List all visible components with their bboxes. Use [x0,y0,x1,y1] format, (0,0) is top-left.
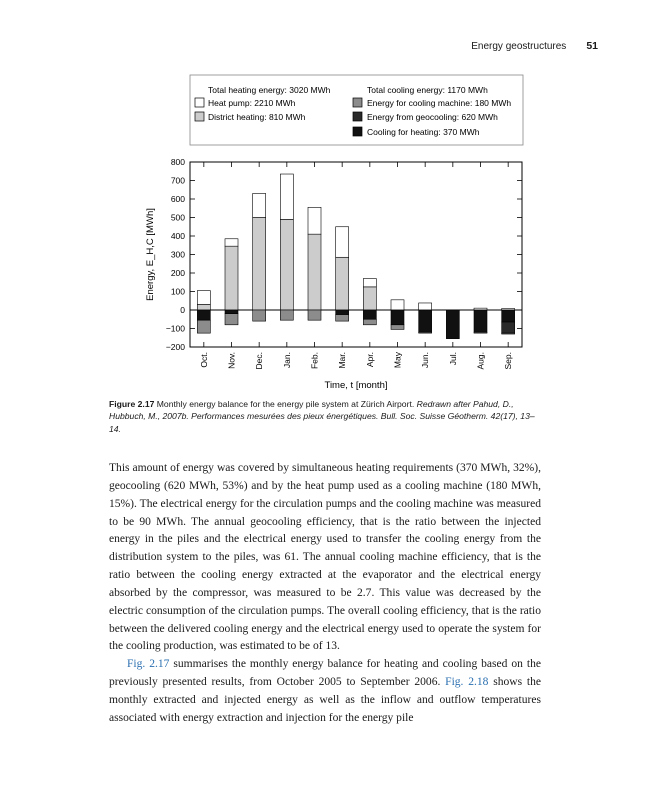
bar-segment [419,303,432,310]
x-tick-label: Oct. [198,352,209,368]
bar-segment [336,227,349,258]
figure-caption [109,398,539,435]
bar-segment [197,320,210,333]
caption-text: Monthly energy balance for the energy pile system at Zürich Airport. [154,399,417,409]
legend-swatch-cooling-machine [353,98,362,107]
y-tick-label: 800 [170,157,185,167]
bar-segment [391,325,404,330]
x-tick-label: Dec. [254,352,265,370]
y-axis-label: Energy, E_H,C [MWh] [145,208,156,301]
bar-segment [225,246,238,310]
y-tick-label: −200 [165,342,185,352]
legend-swatch-district-heating [195,112,204,121]
legend-heat-pump: Heat pump: 2210 MWh [208,98,296,108]
x-tick-label: Sep. [503,352,514,370]
bar-segment [197,304,210,310]
y-tick-label: 0 [180,305,185,315]
x-tick-label: Apr. [364,352,375,368]
bar-segment [253,193,266,217]
bar-segment [363,287,376,310]
bar-segment [280,219,293,310]
bar-segment [308,234,321,310]
legend-swatch-cooling-for-heating [353,127,362,136]
bar-segment [197,291,210,305]
paragraph-2-text-a: summarises the monthly energy balance for heating and cooling based on the previously presented results, from October 2005 to September 2006. [109,658,541,689]
bar-segment [336,310,349,315]
page-number: 51 [586,40,598,52]
bar-segment [474,310,487,332]
bar-segment [225,314,238,325]
legend-heating-total: Total heating energy: 3020 MWh [208,85,331,95]
bar-segment [391,300,404,310]
y-tick-label: 400 [170,231,185,241]
x-tick-label: Jan. [281,352,292,369]
paragraph-2-text-b: shows the monthly extracted and injected energy as well as the inflow and outflow temperatures associated with energy extraction and injection for the energy pile [109,676,541,724]
legend-cooling-total: Total cooling energy: 1170 MWh [367,85,488,95]
section-title: Energy geostructures [471,41,567,52]
bar-segment [253,218,266,311]
plot-area [145,157,522,391]
body-text [109,460,541,728]
caption-label: Figure 2.17 [109,399,155,409]
bar-segment [253,310,266,321]
bar-segment [363,279,376,287]
bar-segment [502,310,515,322]
x-tick-label: Aug. [475,352,486,370]
y-tick-label: 100 [170,286,185,297]
bar-segment [225,239,238,246]
bar-segment [197,310,210,320]
bar-segment [363,319,376,325]
bar-segment [225,310,238,314]
paragraph-2 [109,656,541,727]
x-axis-label: Time, t [month] [324,380,388,391]
legend-swatch-heat-pump [195,98,204,107]
bar-segment [308,310,321,320]
bar-segment [336,315,349,321]
x-tick-label: Jul. [447,352,458,366]
legend-cooling-for-heating: Cooling for heating: 370 MWh [367,127,480,137]
bar-segment [446,310,459,339]
legend-swatch-geocooling [353,112,362,121]
bar-segment [336,257,349,310]
x-tick-label: Mar. [337,352,348,369]
bar-segment [474,332,487,333]
y-tick-label: 300 [170,249,185,260]
legend-geocooling: Energy from geocooling: 620 MWh [367,112,498,122]
bar-segment [502,333,515,334]
bar-segment [419,310,432,332]
bar-segment [280,310,293,320]
y-tick-label: 600 [170,194,185,204]
paragraph-1: This amount of energy was covered by simultaneous heating requirements (370 MWh, 32%), geocooling (620 MWh, 53%) and by the heat pump used as a cooling machine (180 MWh, 15%). The electrical energy for the circulation pumps and the cooling machine was measured to be 90 MWh. The annual geocooling efficiency, that is the ratio between the injected energy in the piles and the electrical energy used to transfer the cooling energy from the distribution system to the piles, was 61. The annual cooling machine efficiency, that is the ratio between the cooling energy extracted at the evaporator and the electrical energy absorbed by the compressor, was measured to be 2.7. This value was decreased by the electric consumption of the circulation pumps. The overall cooling efficiency, that is the ratio between the delivered cooling energy and the electrical energy used to operate the system for the cooling production, was estimated to be of 13. [109,462,541,653]
x-tick-label: Feb. [309,352,320,370]
y-tick-label: 700 [170,175,185,186]
y-tick-label: 500 [170,212,185,223]
bar-segment [419,332,432,333]
legend-district-heating: District heating: 810 MWh [208,112,306,122]
x-tick-label: May [392,352,403,369]
bar-segment [502,322,515,333]
bar-segment [391,310,404,325]
bar-segment [363,310,376,319]
bar-segment [308,207,321,234]
figure-link-2-18[interactable]: Fig. 2.18 [445,676,489,689]
y-tick-label: −100 [165,323,185,334]
caption-credit: Redrawn after Pahud, D., Hubbuch, M., 2007b. Performances mesurées des pieux énergétiques. Bull. Soc. Suisse Géotherm. 42(17), 13–14. [109,399,535,434]
legend-cooling-machine: Energy for cooling machine: 180 MWh [367,98,512,108]
y-tick-label: 200 [170,268,185,278]
x-tick-label: Jun. [420,352,431,369]
bar-segment [280,174,293,219]
x-tick-label: Nov. [226,352,237,369]
plot-frame [190,162,522,347]
figure-link-2-17[interactable]: Fig. 2.17 [127,658,170,671]
